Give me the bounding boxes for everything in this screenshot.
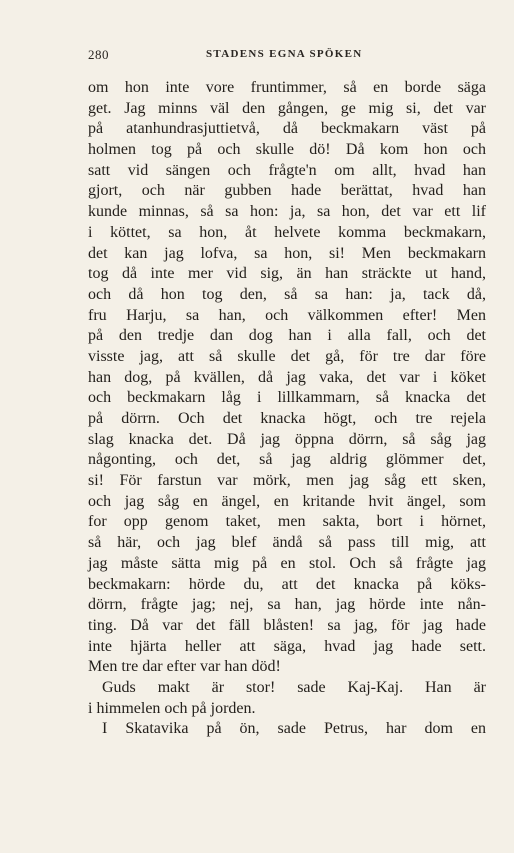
text-line: get. Jag minns väl den gången, ge mig si, det var bbox=[88, 99, 486, 117]
text-line: tog då inte mer vid sig, än han sträckte ut hand, bbox=[88, 265, 486, 283]
text-line: I Skatavika på ön, sade Petrus, har dom en bbox=[102, 720, 486, 738]
text-line: kunde minnas, så sa hon: ja, sa hon, det var ett lif bbox=[88, 203, 486, 221]
text-line: i himmelen och på jorden. bbox=[88, 699, 256, 717]
text-line: gjort, och när gubben hade berättat, hvad han bbox=[88, 182, 486, 200]
text-line: och jag såg en ängel, en kritande hvit ängel, som bbox=[88, 492, 486, 510]
text-line: på dörrn. Och det knacka högt, och tre rejela bbox=[88, 410, 486, 427]
text-line: si! För farstun var mörk, men jag såg ett sken, bbox=[88, 472, 486, 490]
running-title: STADENS EGNA SPÖKEN bbox=[206, 48, 363, 60]
text-line: på atanhundrasjuttietvå, då beckmakarn väst på bbox=[88, 120, 486, 138]
text-line: inte hjärta heller att säga, hvad jag hade sett. bbox=[88, 637, 486, 655]
text-line: någonting, och det, så jag aldrig glömmer det, bbox=[88, 451, 486, 469]
text-line: Guds makt är stor! sade Kaj-Kaj. Han är bbox=[102, 678, 486, 696]
text-line: det kan jag lofva, sa hon, si! Men beckmakarn bbox=[88, 244, 486, 262]
text-line: dörrn, frågte jag; nej, sa han, jag hörde inte nån- bbox=[88, 596, 486, 614]
text-line: och beckmakarn låg i lillkammarn, så knacka det bbox=[88, 389, 486, 407]
text-line: så här, och jag blef ändå så pass till mig, att bbox=[88, 534, 486, 552]
text-line: Men tre dar efter var han död! bbox=[88, 658, 281, 676]
text-line: fru Harju, sa han, och välkommen efter! Men bbox=[88, 306, 486, 324]
text-line: slag knacka det. Då jag öppna dörrn, så såg jag bbox=[88, 430, 486, 448]
text-line: jag måste sätta mig på en stol. Och så frågte jag bbox=[88, 554, 486, 572]
page-header bbox=[88, 47, 486, 63]
text-line: satt vid sängen och frågte'n om allt, hvad han bbox=[88, 161, 486, 179]
text-line: visste jag, att så skulle det gå, för tre dar före bbox=[88, 347, 486, 365]
text-line: ting. Då var det fäll blåsten! sa jag, för jag hade bbox=[88, 616, 486, 634]
text-line: beckmakarn: hörde du, att det knacka på köks- bbox=[88, 575, 486, 593]
text-line: på den tredje dan dog han i alla fall, och det bbox=[88, 327, 486, 345]
text-line: om hon inte vore fruntimmer, så en borde säga bbox=[88, 79, 486, 96]
body-text bbox=[88, 78, 486, 740]
text-line: holmen tog på och skulle dö! Då kom hon och bbox=[88, 141, 486, 159]
text-line: han dog, på kvällen, då jag vaka, det var i köket bbox=[88, 368, 486, 386]
text-line: i köttet, sa hon, åt helvete komma beckmakarn, bbox=[88, 223, 486, 241]
text-line: for opp genom taket, men sakta, bort i hörnet, bbox=[88, 513, 486, 531]
page-number: 280 bbox=[88, 47, 109, 62]
text-line: och då hon tog den, så sa han: ja, tack då, bbox=[88, 285, 486, 303]
